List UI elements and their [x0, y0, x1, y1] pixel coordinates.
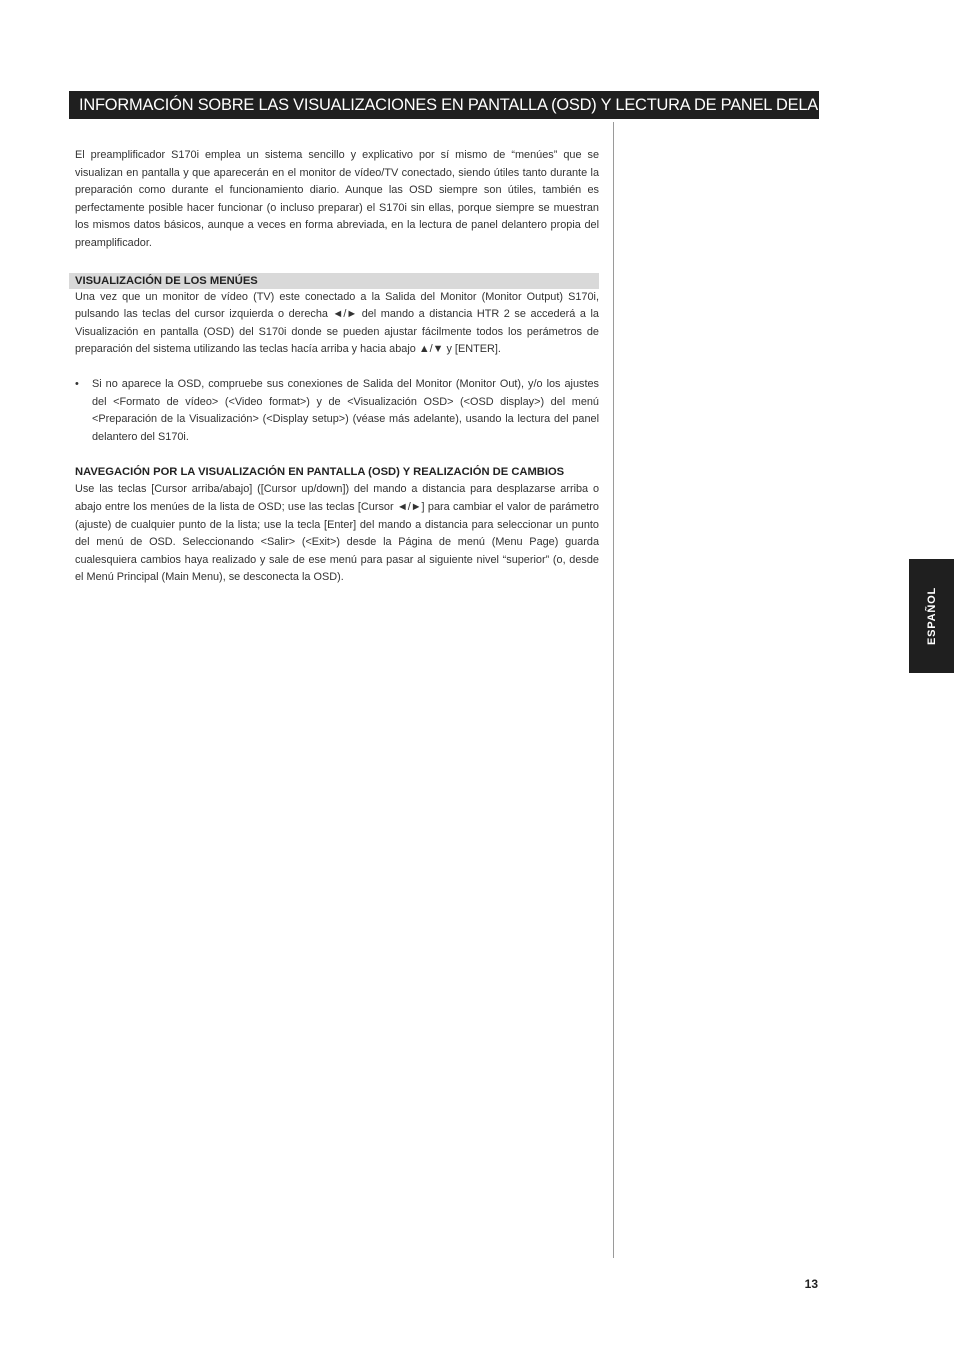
navigation-section-heading: NAVEGACIÓN POR LA VISUALIZACIÓN EN PANTALLA (OSD) Y REALIZACIÓN DE CAMBIOS — [75, 466, 565, 479]
menus-paragraph: Una vez que un monitor de vídeo (TV) este conectado a la Salida del Monitor (Monitor Output) S170i, pulsando las teclas del cursor izquierda o derecha ◄/► del mando a distancia HTR 2 se accederá a la Visualización en pantalla (OSD) del S170i donde se pueden ajustar fácilmente todos los perámetros de preparación del sistema utilizando las teclas hacía arriba y hacia abajo ▲/▼ y [ENTER]. — [75, 290, 599, 356]
navigation-paragraph: Use las teclas [Cursor arriba/abajo] ([Cursor up/down]) del mando a distancia para desplazarse arriba o abajo entre los menúes de la lista de OSD; use las teclas [Cursor ◄/►] para cambiar el valor de parámetro (ajuste) de cualquier punto de la lista; use la tecla [Enter] del mando a distancia para seleccionar un punto del menú de OSD. Seleccionando <Salir> (<Exit>) desde la Página de menú (Menu Page) guarda cualesquiera cambios haya realizado y sale de ese menú para pasar al siguiente nivel “superior” (o, desde el Menú Principal (Main Menu), se desconecta la OSD). — [75, 483, 599, 584]
page-title: INFORMACIÓN SOBRE LAS VISUALIZACIONES EN PANTALLA (OSD) Y LECTURA DE PANEL DELANTERO — [69, 91, 819, 119]
intro-paragraph: El preamplificador S170i emplea un sistema sencillo y explicativo por sí mismo de “menúes” que se visualizan en pantalla y que aparecerán en el monitor de vídeo/TV conectado, siendo útiles tanto durante la preparación como durante el funcionamiento diario. Aunque las OSD siempre son útiles, también es perfectamente posible hacer funcionar (o incluso preparar) el S170i sin ellas, porque siempre se muestran los mismos datos básicos, aunque a veces en forma abreviada, en la lectura de panel delantero propia del preamplificador. — [75, 149, 599, 249]
notes-list — [75, 376, 599, 446]
language-tab — [909, 559, 954, 673]
page-number: 13 — [804, 1277, 818, 1291]
main-column — [75, 147, 599, 587]
menus-section-heading: VISUALIZACIÓN DE LOS MENÚES — [69, 273, 599, 289]
language-tab-label: ESPAÑOL — [925, 587, 938, 645]
column-divider — [613, 122, 614, 1258]
list-item: • Si no aparece la OSD, compruebe sus conexiones de Salida del Monitor (Monitor Out), y/o los ajustes del <Formato de vídeo> (<Video format>) y de <Visualización OSD> (<OSD display>) del menú <Preparación de la Visualización> (<Display setup>) (véase más adelante), usando la lectura del panel delantero del S170i. — [75, 376, 599, 446]
